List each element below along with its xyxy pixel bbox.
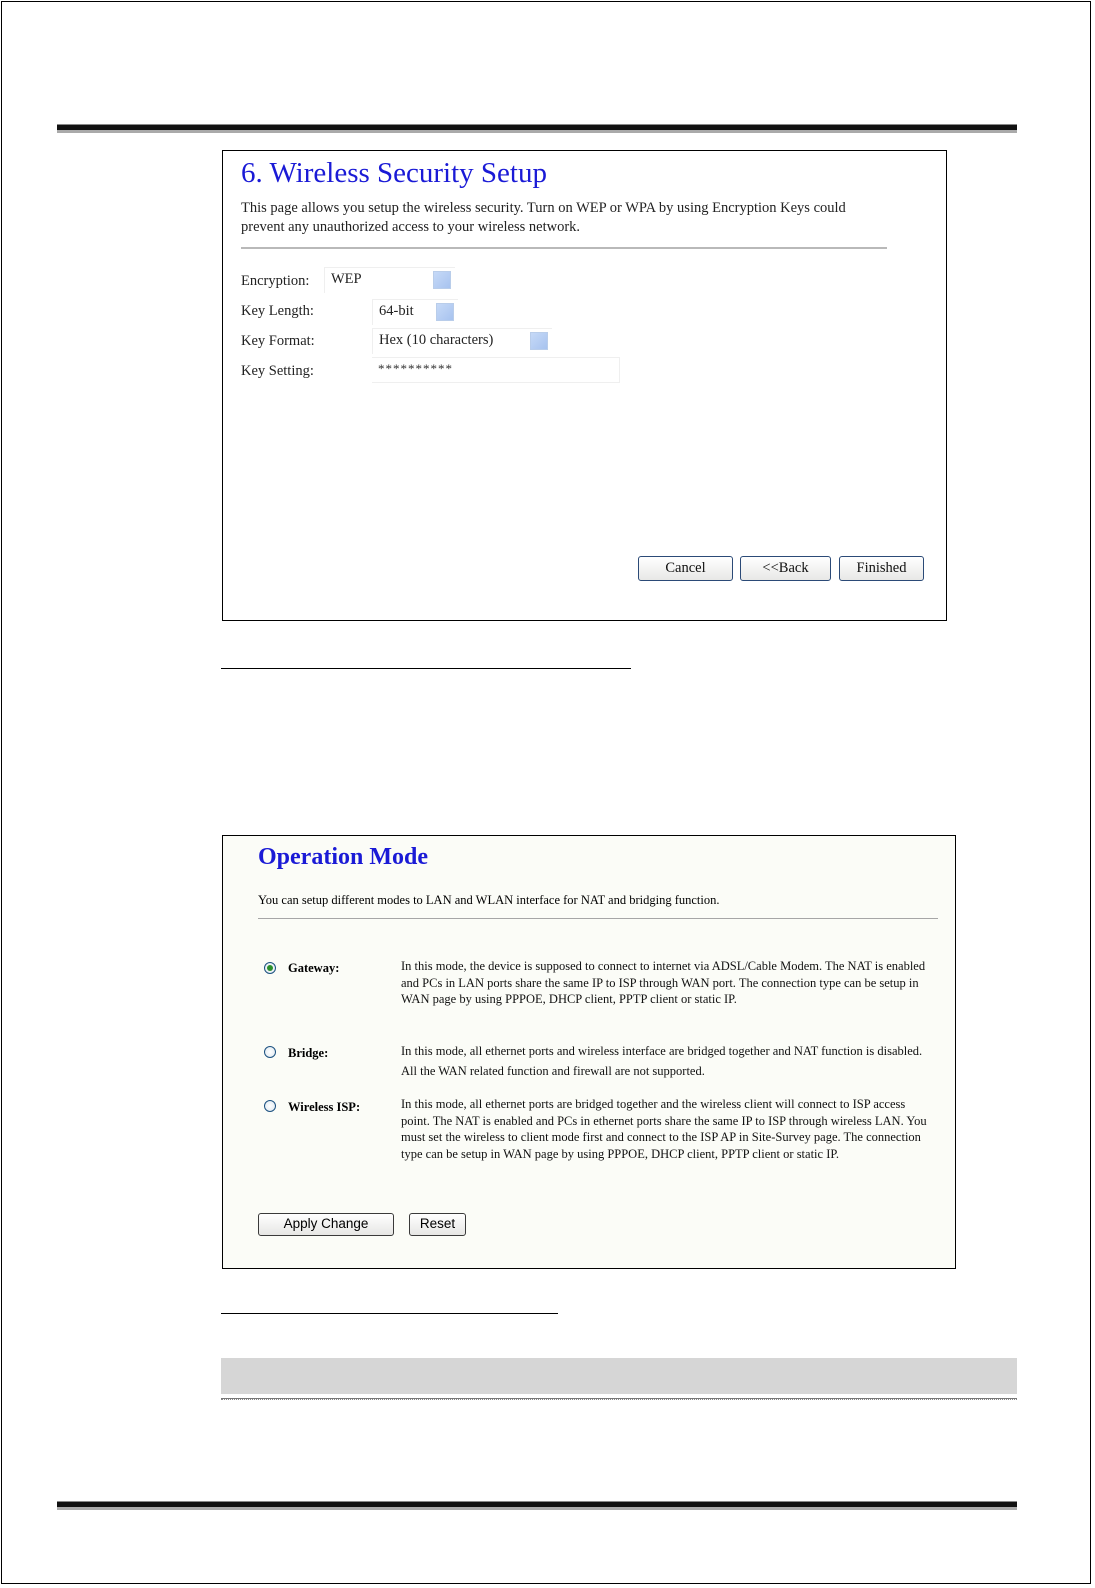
caption-underline: [221, 1313, 558, 1314]
section-header-bar: [221, 1358, 1017, 1394]
encryption-label: Encryption:: [241, 273, 310, 289]
divider: [258, 918, 938, 919]
key-format-label: Key Format:: [241, 333, 315, 349]
key-format-select[interactable]: [372, 328, 552, 354]
page-description: This page allows you setup the wireless security. Turn on WEP or WPA by using Encryption Keys could prevent any unauthorized access to your wireless network.: [241, 200, 846, 235]
back-button[interactable]: <<Back: [740, 556, 831, 581]
dropdown-arrow-icon: [530, 332, 548, 350]
encryption-select[interactable]: [324, 267, 455, 293]
bridge-radio[interactable]: [264, 1046, 276, 1058]
wireless-isp-description: In this mode, all ethernet ports are bridged together and the wireless client will connect to ISP access point. The NAT is enabled and PCs in ethernet ports share the same IP to ISP through wireless LAN. You must set the wireless to client mode first and connect to the ISP AP in Site-Survey page. The connection type can be setup in WAN page by using PPPOE, DHCP client, PPTP client or static IP.: [401, 1097, 927, 1161]
page-description: You can setup different modes to LAN and WLAN interface for NAT and bridging function.: [258, 893, 720, 907]
dropdown-arrow-icon: [436, 303, 454, 321]
gateway-radio[interactable]: [264, 962, 276, 974]
bridge-description: In this mode, all ethernet ports and wireless interface are bridged together and NAT function is disabled. All the WAN related function and firewall are not supported.: [401, 1044, 923, 1078]
key-length-value: 64-bit: [379, 303, 414, 319]
reset-button[interactable]: Reset: [409, 1213, 466, 1236]
encryption-value: WEP: [331, 271, 362, 287]
key-setting-input[interactable]: [372, 357, 620, 383]
wireless-isp-radio[interactable]: [264, 1100, 276, 1112]
key-length-select[interactable]: [372, 299, 458, 325]
gateway-description: In this mode, the device is supposed to connect to internet via ADSL/Cable Modem. The NAT is enabled and PCs in LAN ports share the same IP to ISP through WAN port. The connection type can be setup in WAN page by using PPPOE, DHCP client, PPTP client or static IP.: [401, 959, 926, 1007]
header-rule: [57, 124, 1017, 133]
section-divider: [221, 1398, 1017, 1400]
apply-change-button[interactable]: Apply Change: [258, 1213, 394, 1236]
cancel-button[interactable]: Cancel: [638, 556, 733, 581]
footer-rule: [57, 1501, 1017, 1510]
key-length-label: Key Length:: [241, 303, 314, 319]
divider: [241, 247, 887, 249]
key-format-value: Hex (10 characters): [379, 332, 494, 348]
key-setting-label: Key Setting:: [241, 363, 314, 379]
operation-mode-panel: [222, 835, 956, 1269]
dropdown-arrow-icon: [433, 271, 451, 289]
page-title: 6. Wireless Security Setup: [241, 157, 547, 189]
finished-button[interactable]: Finished: [839, 556, 924, 581]
bridge-label: Bridge:: [288, 1046, 329, 1060]
caption-underline: [221, 668, 631, 669]
key-setting-value: **********: [378, 361, 453, 376]
wireless-isp-label: Wireless ISP:: [288, 1100, 361, 1114]
page-title: Operation Mode: [258, 844, 428, 870]
wireless-security-panel: [222, 150, 947, 621]
gateway-label: Gateway:: [288, 961, 340, 975]
